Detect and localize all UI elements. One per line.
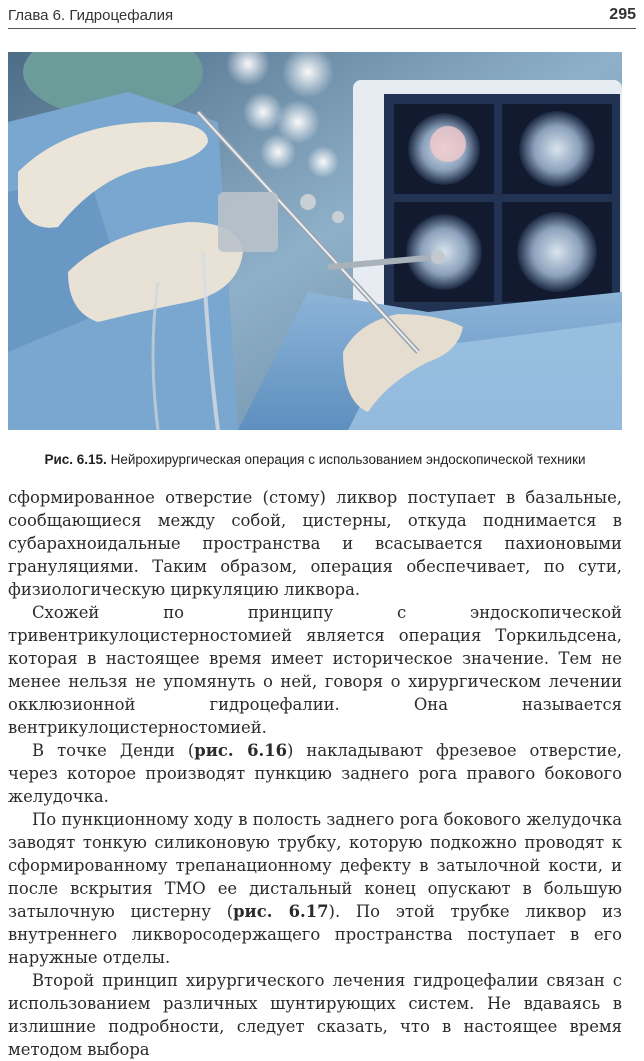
running-head [8,2,636,29]
chapter-title: Глава 6. Гидроцефалия [8,6,174,24]
surgery-illustration [8,52,622,430]
figure-reference: рис. 6.16 [194,741,287,760]
paragraph: сформированное отверстие (стому) ликвор поступает в базальные, сообщающиеся между собой, цистерны, откуда поднимается в субарахноидальные пространства и всасывается пахионовыми грануляциями. Таким образом, операция обеспечивает, по сути, физиологическую циркуляцию ликвора. [8,488,622,599]
paragraph: Схожей по принципу с эндоскопической тривентрикулоцистерностомией является операция Торкильдсена, которая в настоящее время имеет историческое значение. Тем не менее нельзя не упомянуть о ней, говоря о хирургическом лечении окклюзионной гидроцефалии. Она называется вентрикулоцистерностомией. [8,603,622,737]
figure-caption [8,452,622,467]
figure-label: Рис. 6.15. [44,452,107,467]
figure-reference: рис. 6.17 [233,902,329,921]
figure-caption-text: Нейрохирургическая операция с использованием эндоскопической техники [110,452,586,467]
paragraph-text: ). По этой трубке ликвор из внутреннего ликворосодержащего пространства поступает в его наружные отделы. [8,902,623,967]
paragraph: Второй принцип хирургического лечения гидроцефалии связан с использованием различных шунтирующих систем. Не вдаваясь в излишние подробности, следует сказать, что в настоящее время методом выбора [8,971,622,1059]
paragraph [8,808,622,969]
paragraph-text: В точке Денди ( [32,741,195,760]
body-text [8,486,622,1061]
paragraph [8,739,622,808]
figure-photo [8,52,622,430]
paragraph-text: ) накладывают фрезевое отверстие, через которое производят пункцию заднего рога правого бокового желудочка. [8,741,622,806]
page-number: 295 [609,6,636,23]
mri-monitor [353,80,622,325]
paragraph-text: По пункционному ходу в полость заднего рога бокового желудочка заводят тонкую силиконовую трубку, которую подкожно проводят к сформированному трепанационному дефекту в затылочной кости, и после вскрытия ТМО ее дистальный конец опускают в большую затылочную цистерну ( [8,810,622,921]
